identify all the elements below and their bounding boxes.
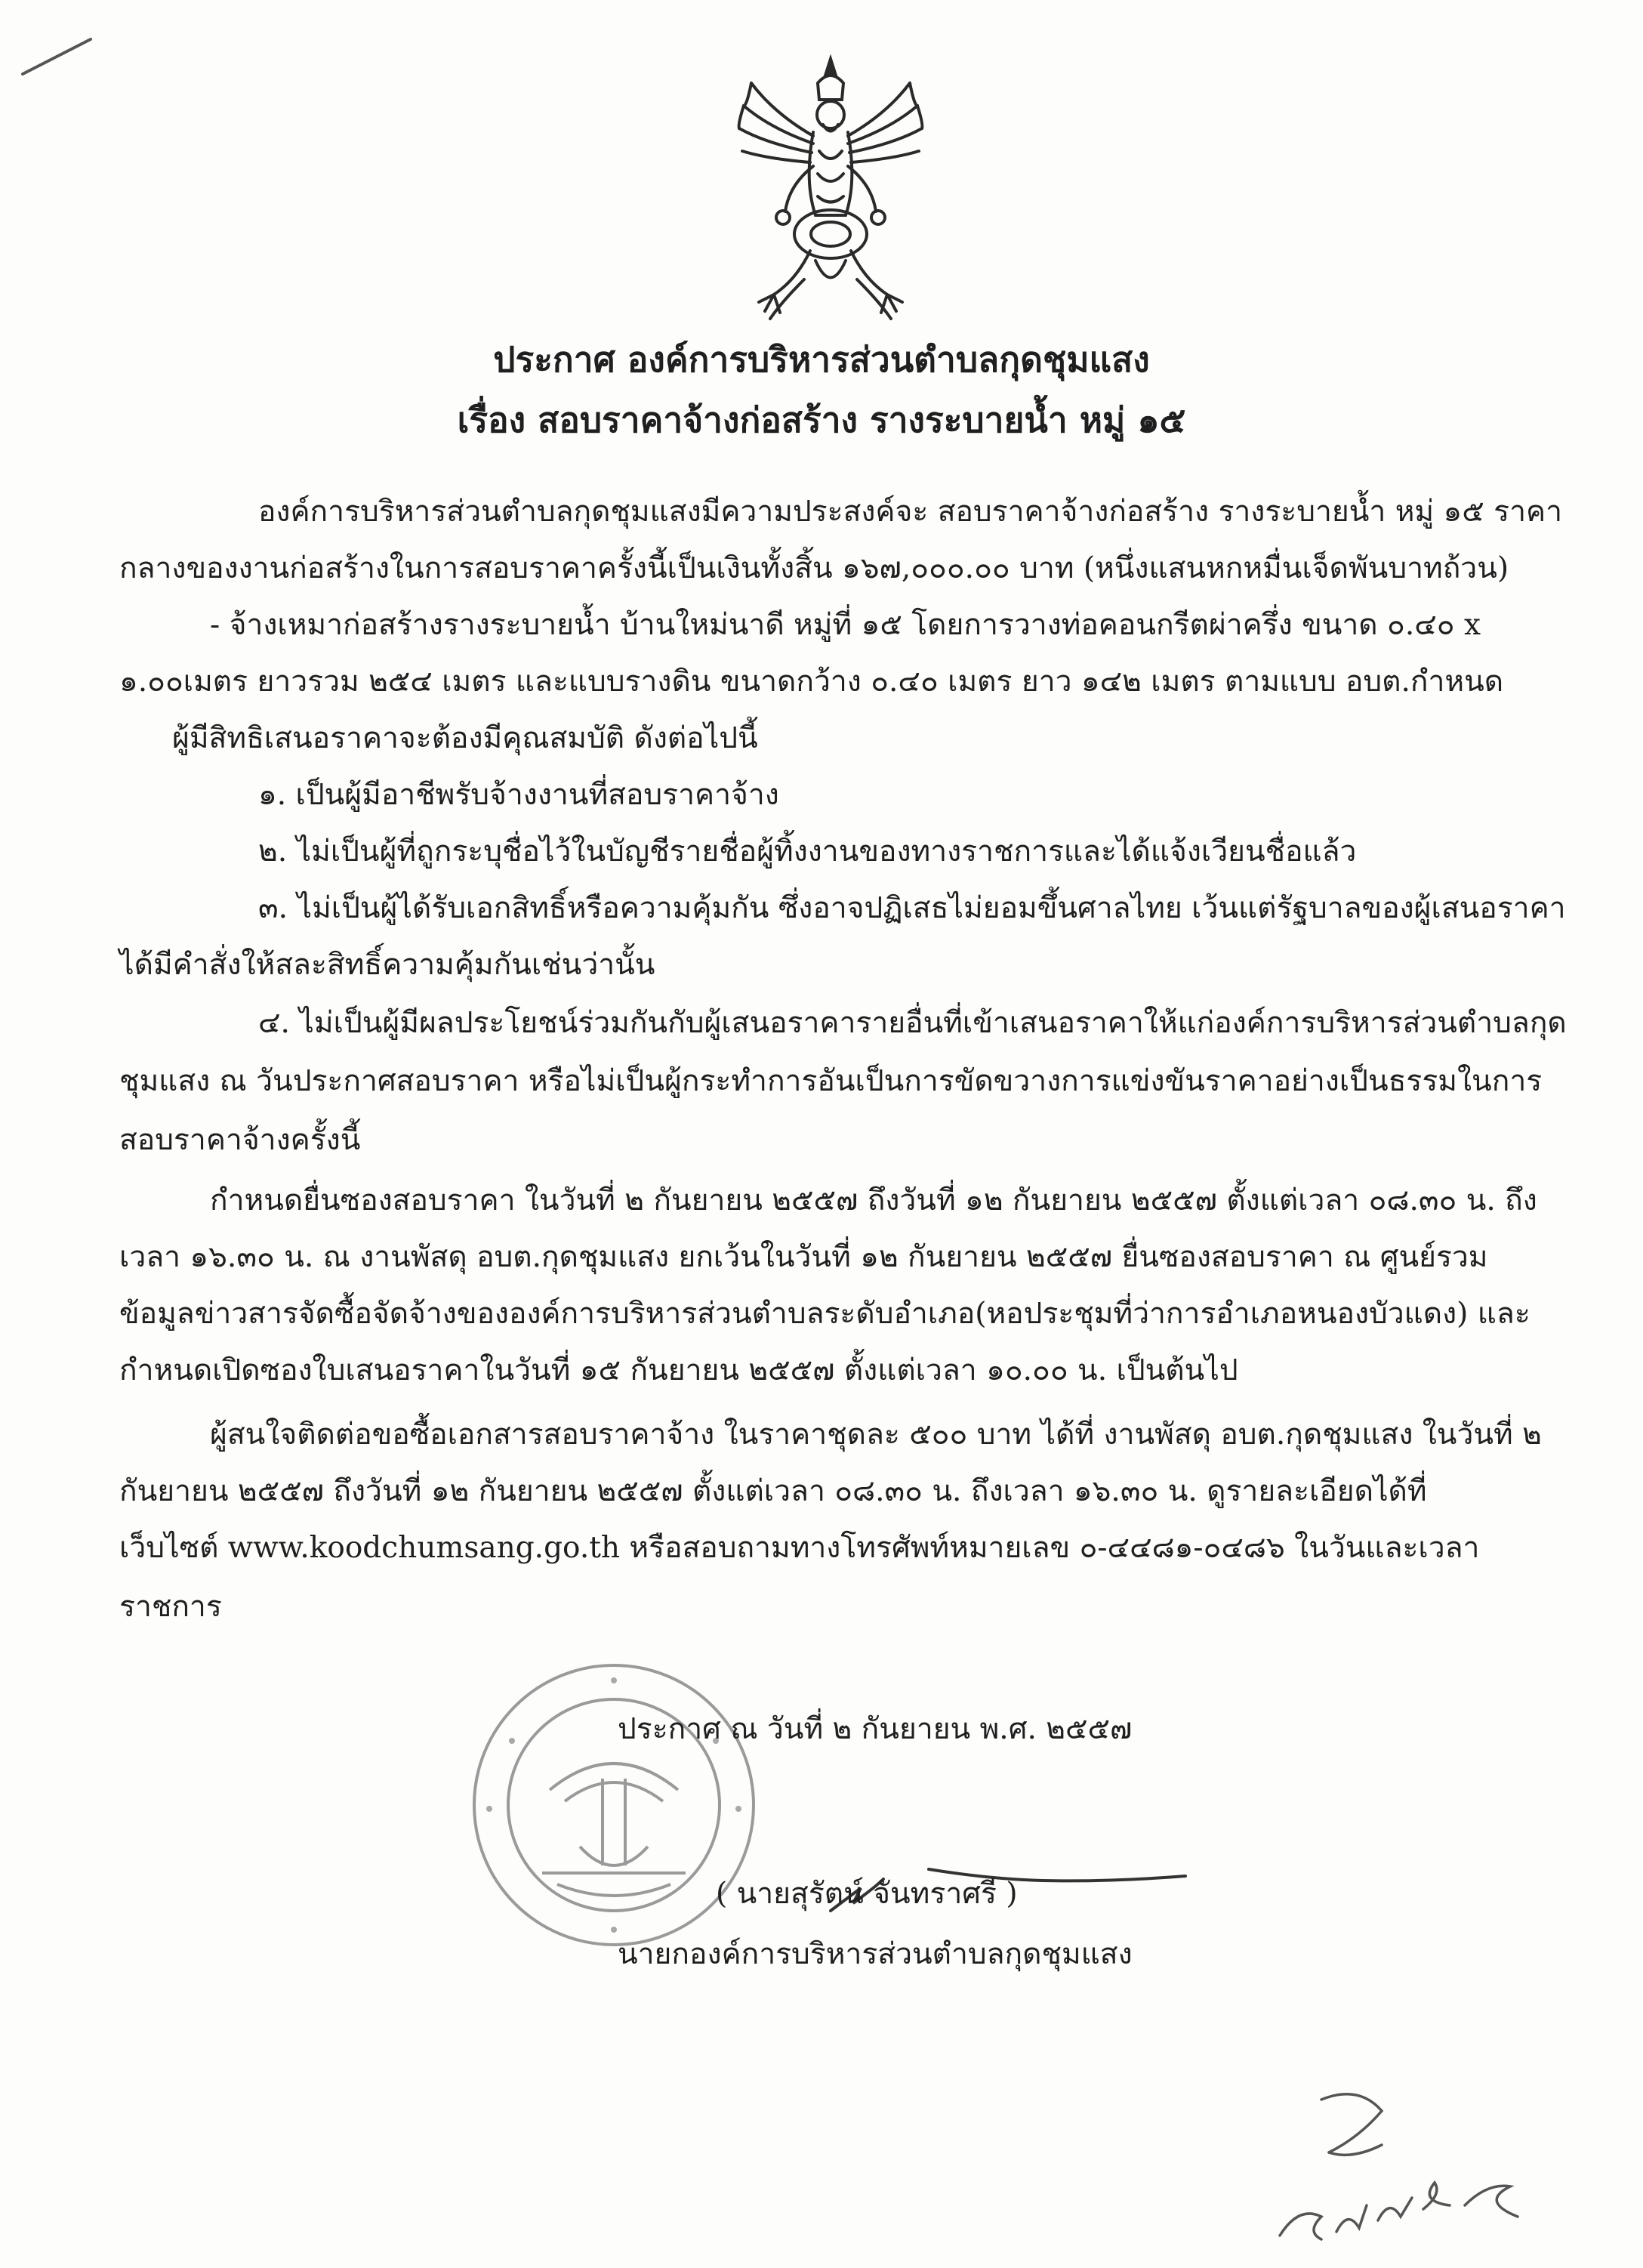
- body-line: องค์การบริหารส่วนตำบลกุดชุมแสงมีความประสงค์จะ สอบราคาจ้างก่อสร้าง รางระบายน้ำ หมู่ ๑๕ ราคา: [258, 495, 1563, 529]
- document-title: ประกาศ องค์การบริหารส่วนตำบลกุดชุมแสง: [493, 339, 1150, 380]
- qualification-item: ๒. ไม่เป็นผู้ที่ถูกระบุชื่อไว้ในบัญชีรายชื่อผู้ทิ้งงานของทางราชการและได้แจ้งเวียนชื่อแล้ว: [258, 835, 1357, 869]
- signatory-name: ( นายสุรัตน์ จันทราศรี ): [716, 1877, 1018, 1911]
- body-line: เว็บไซต์ www.koodchumsang.go.th หรือสอบถามทางโทรศัพท์หมายเลข ๐-๔๔๘๑-๐๔๘๖ ในวันและเวลา: [119, 1531, 1480, 1565]
- body-line: ผู้สนใจติดต่อขอซื้อเอกสารสอบราคาจ้าง ในราคาชุดละ ๕๐๐ บาท ได้ที่ งานพัสดุ อบต.กุดชุมแสง ในวันที่ ๒: [210, 1418, 1542, 1452]
- body-line: ได้มีคำสั่งให้สละสิทธิ์ความคุ้มกันเช่นว่านั้น: [119, 948, 655, 982]
- body-line: ชุมแสง ณ วันประกาศสอบราคา หรือไม่เป็นผู้กระทำการอันเป็นการขัดขวางการแข่งขันราคาอย่างเป็นธรรมในการ: [119, 1064, 1543, 1098]
- handwritten-note: [1208, 2054, 1586, 2251]
- body-line: กำหนดยื่นซองสอบราคา ในวันที่ ๒ กันยายน ๒๕๕๗ ถึงวันที่ ๑๒ กันยายน ๒๕๕๗ ตั้งแต่เวลา ๐๘.๓๐ น. ถึง: [210, 1183, 1537, 1217]
- body-line: - จ้างเหมาก่อสร้างรางระบายน้ำ บ้านใหม่นาดี หมู่ที่ ๑๕ โดยการวางท่อคอนกรีตผ่าครึ่ง ขนาด ๐.๔๐ x: [210, 608, 1481, 642]
- garuda-emblem: [729, 53, 932, 325]
- body-line: ราชการ: [119, 1590, 222, 1624]
- signatory-position: นายกองค์การบริหารส่วนตำบลกุดชุมแสง: [618, 1937, 1133, 1971]
- body-line: สอบราคาจ้างครั้งนี้: [119, 1123, 361, 1157]
- qualification-item: ๓. ไม่เป็นผู้ได้รับเอกสิทธิ์หรือความคุ้มกัน ซึ่งอาจปฏิเสธไม่ยอมขึ้นศาลไทย เว้นแต่รัฐบาลของผู้เสนอราคา: [258, 891, 1566, 925]
- body-line: ผู้มีสิทธิเสนอราคาจะต้องมีคุณสมบัติ ดังต่อไปนี้: [172, 721, 758, 755]
- body-line: เวลา ๑๖.๓๐ น. ณ งานพัสดุ อบต.กุดชุมแสง ยกเว้นในวันที่ ๑๒ กันยายน ๒๕๕๗ ยื่นซองสอบราคา ณ ศูนย์รวม: [119, 1240, 1488, 1274]
- qualification-item: ๑. เป็นผู้มีอาชีพรับจ้างงานที่สอบราคาจ้าง: [258, 778, 779, 812]
- announcement-date: ประกาศ ณ วันที่ ๒ กันยายน พ.ศ. ๒๕๕๗: [618, 1712, 1133, 1746]
- qualification-item: ๔. ไม่เป็นผู้มีผลประโยชน์ร่วมกันกับผู้เสนอราคารายอื่นที่เข้าเสนอราคาให้แก่องค์การบริหารส่วนตำบลกุด: [258, 1006, 1567, 1040]
- body-line: ข้อมูลข่าวสารจัดซื้อจัดจ้างขององค์การบริหารส่วนตำบลระดับอำเภอ(หอประชุมที่ว่าการอำเภอหนองบัวแดง) และ: [119, 1297, 1530, 1331]
- stray-pen-mark: [8, 23, 128, 98]
- body-line: กลางของงานก่อสร้างในการสอบราคาครั้งนี้เป็นเงินทั้งสิ้น ๑๖๗,๐๐๐.๐๐ บาท (หนึ่งแสนหกหมื่นเจ็ดพันบาทถ้วน): [119, 551, 1509, 585]
- body-line: กำหนดเปิดซองใบเสนอราคาในวันที่ ๑๕ กันยายน ๒๕๕๗ ตั้งแต่เวลา ๑๐.๐๐ น. เป็นต้นไป: [119, 1353, 1238, 1387]
- document-subject: เรื่อง สอบราคาจ้างก่อสร้าง รางระบายน้ำ หมู่ ๑๕: [457, 400, 1186, 440]
- body-line: ๑.๐๐เมตร ยาวรวม ๒๕๔ เมตร และแบบรางดิน ขนาดกว้าง ๐.๔๐ เมตร ยาว ๑๔๒ เมตร ตามแบบ อบต.กำหนด: [119, 665, 1504, 699]
- body-line: กันยายน ๒๕๕๗ ถึงวันที่ ๑๒ กันยายน ๒๕๕๗ ตั้งแต่เวลา ๐๘.๓๐ น. ถึงเวลา ๑๖.๓๐ น. ดูรายละเอียดได้ที่: [119, 1474, 1427, 1508]
